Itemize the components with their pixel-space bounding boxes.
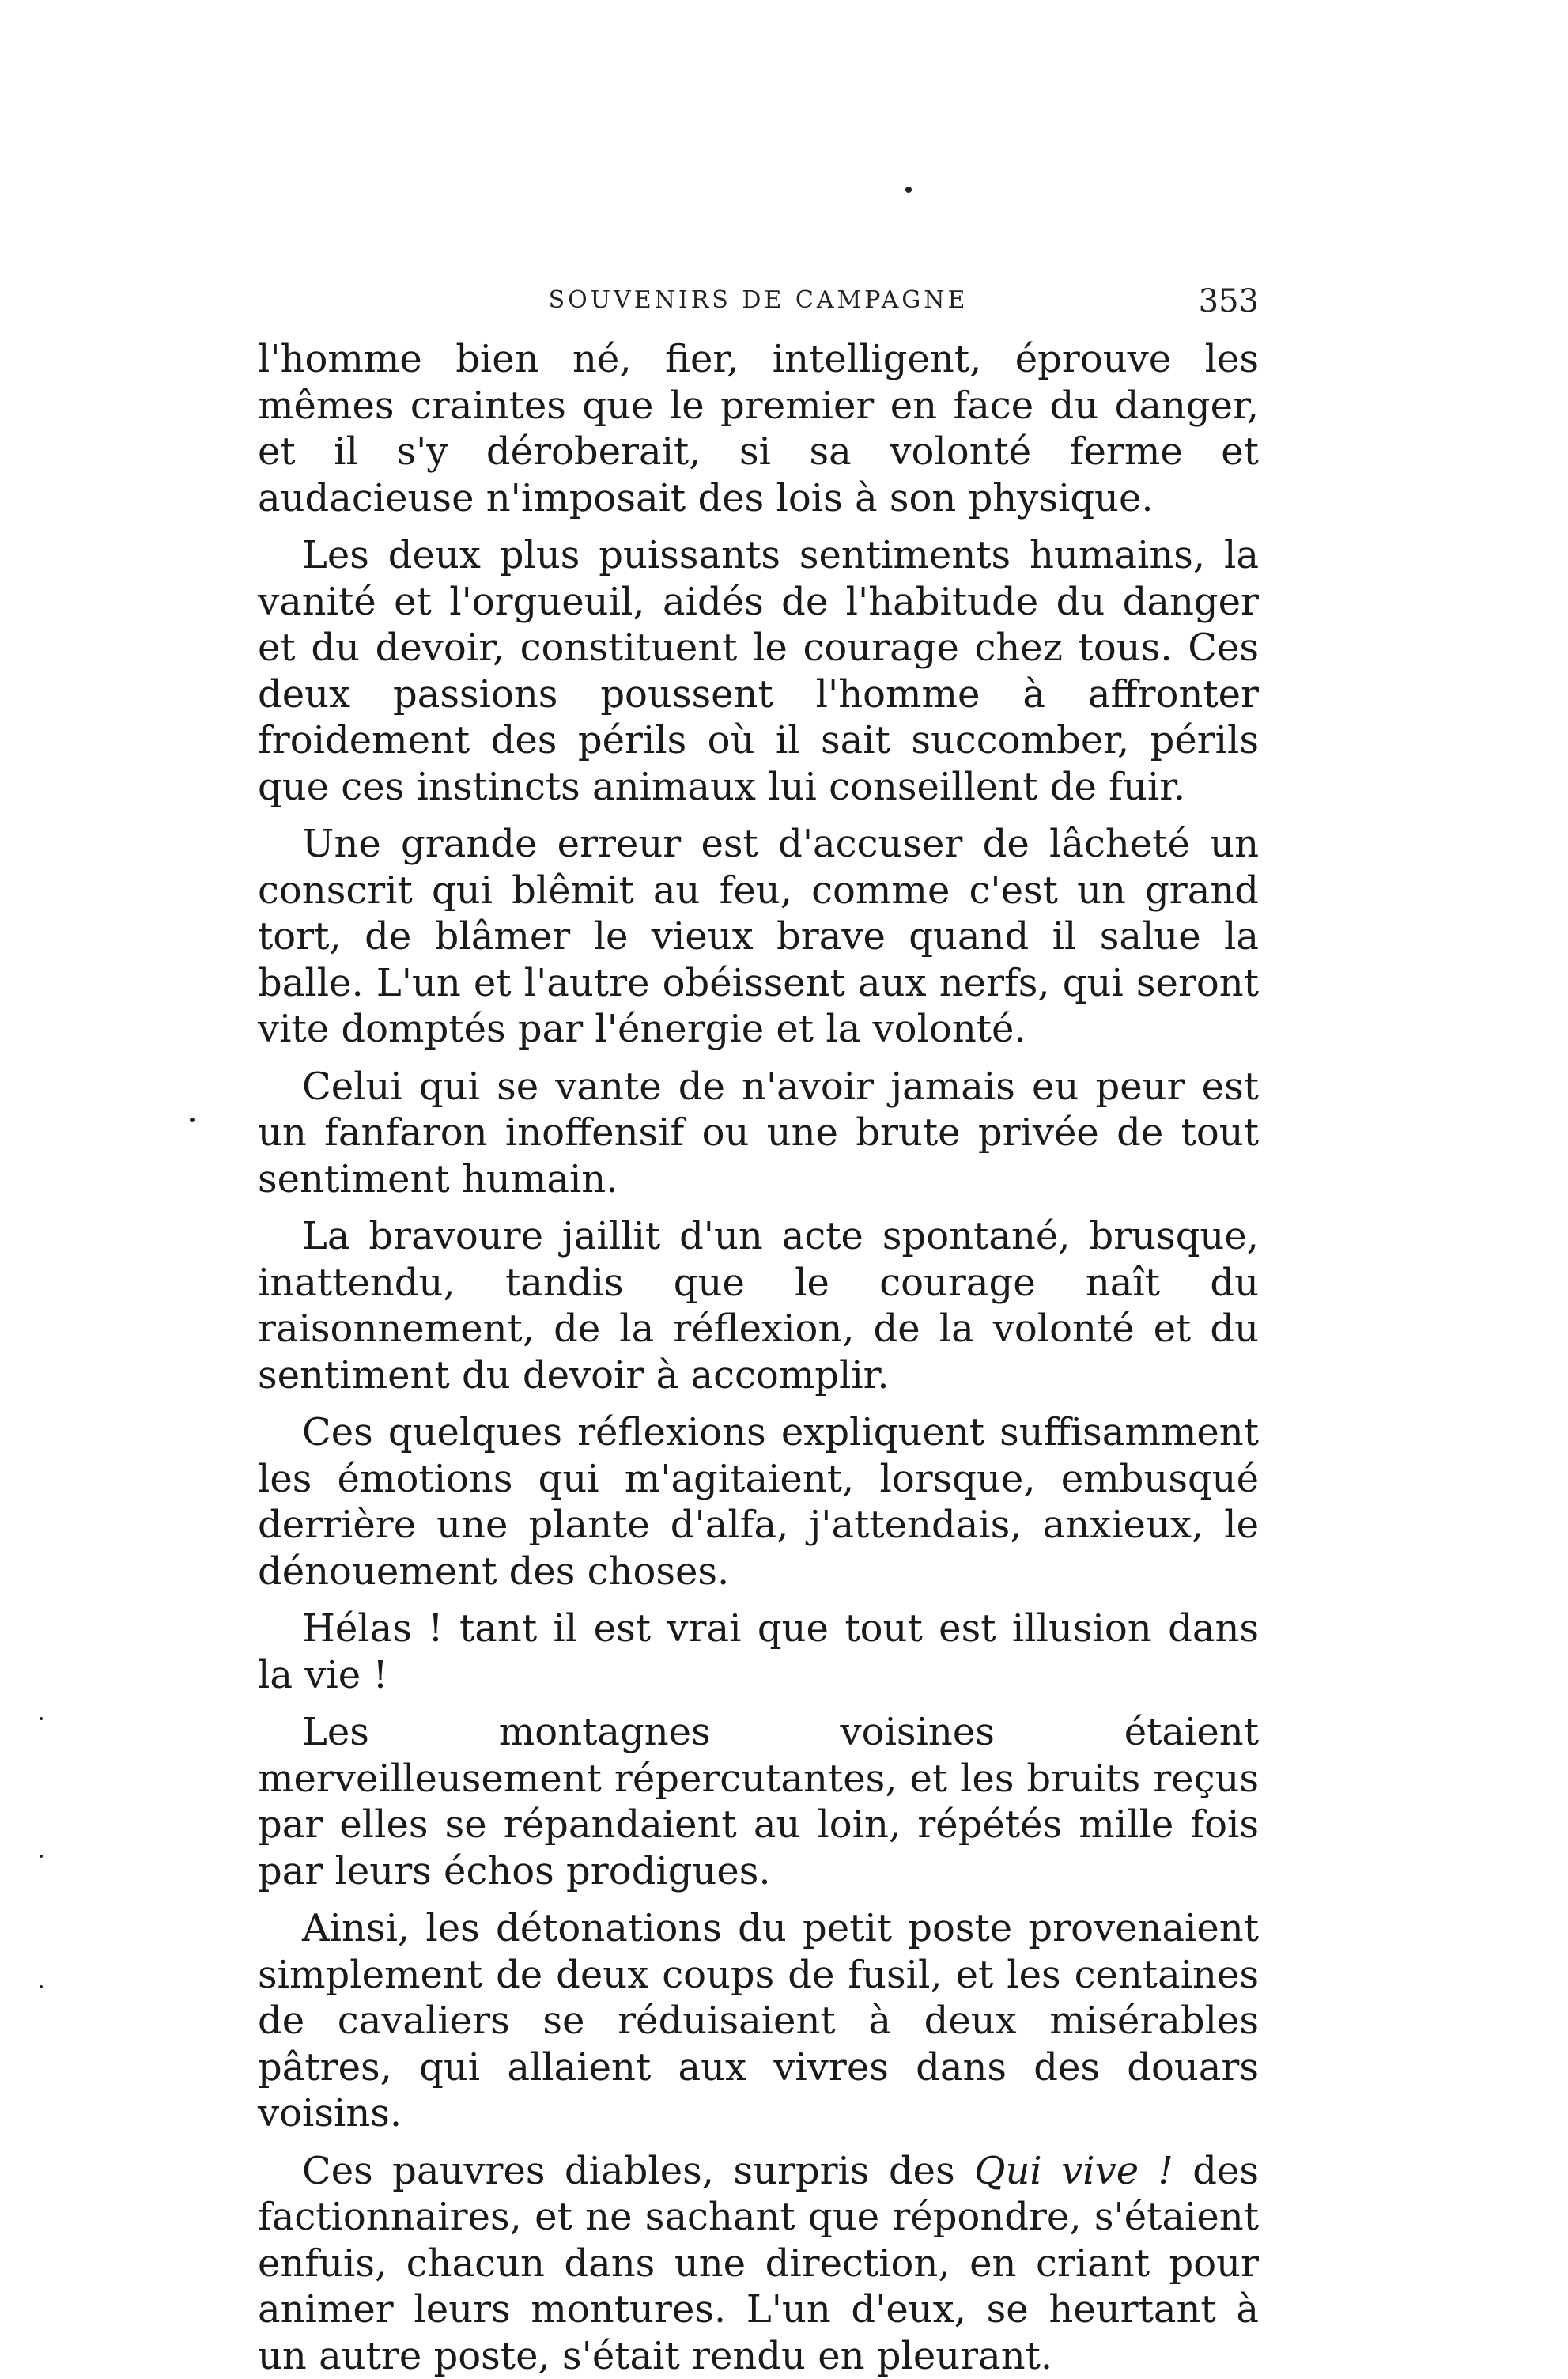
paragraph: Celui qui se vante de n'avoir jamais eu peur est un fanfaron inoffensif ou une brute privée de tout sentiment humain. [258,1064,1259,1203]
paragraph: Une grande erreur est d'accuser de lâcheté un conscrit qui blêmit au feu, comme c'est un grand tort, de blâmer le vieux brave quand il salue la balle. L'un et l'autre obéissent aux nerfs, qui seront vite domptés par l'énergie et la volonté. [258,821,1259,1053]
running-head [258,286,1259,326]
paragraph: Hélas ! tant il est vrai que tout est illusion dans la vie ! [258,1606,1259,1698]
italic-phrase: Qui vive ! [974,2149,1173,2193]
paragraph: Ces quelques réflexions expliquent suffisamment les émotions qui m'agitaient, lorsque, embusqué derrière une plante d'alfa, j'attendais, anxieux, le dénouement des choses. [258,1409,1259,1594]
paragraph: Ainsi, les détonations du petit poste provenaient simplement de deux coups de fusil, et les centaines de cavaliers se réduisaient à deux misérables pâtres, qui allaient aux vivres dans des douars voisins. [258,1905,1259,2137]
ink-speck [40,1855,43,1858]
ink-speck [190,1118,195,1122]
running-title: SOUVENIRS DE CAMPAGNE [258,286,1259,314]
ink-speck [40,1985,43,1988]
paragraph-text: des factionnaires, et ne sachant que répondre, s'étaient enfuis, chacun dans une direction, en criant pour animer leurs montures. L'un d'eux, se heurtant à un autre poste, s'était rendu en pleurant. [258,2149,1259,2378]
ink-speck [905,187,912,193]
page-number: 353 [1199,283,1259,320]
ink-speck [40,1717,43,1720]
paragraph-text: Ces pauvres diables, surpris des [302,2149,974,2193]
paragraph: Les montagnes voisines étaient merveilleusement répercutantes, et les bruits reçus par elles se répandaient au loin, répétés mille fois par leurs échos prodigues. [258,1709,1259,1894]
paragraph: Les deux plus puissants sentiments humains, la vanité et l'orgueuil, aidés de l'habitude du danger et du devoir, constituent le courage chez tous. Ces deux passions poussent l'homme à affronter froidement des périls où il sait succomber, périls que ces instincts animaux lui conseillent de fuir. [258,532,1259,810]
paragraph: l'homme bien né, fier, intelligent, éprouve les mêmes craintes que le premier en face du danger, et il s'y déroberait, si sa volonté ferme et audacieuse n'imposait des lois à son physique. [258,336,1259,521]
body-text [258,336,1259,2379]
paragraph [258,2148,1259,2379]
paragraph: La bravoure jaillit d'un acte spontané, brusque, inattendu, tandis que le courage naît du raisonnement, de la réflexion, de la volonté et du sentiment du devoir à accomplir. [258,1213,1259,1398]
